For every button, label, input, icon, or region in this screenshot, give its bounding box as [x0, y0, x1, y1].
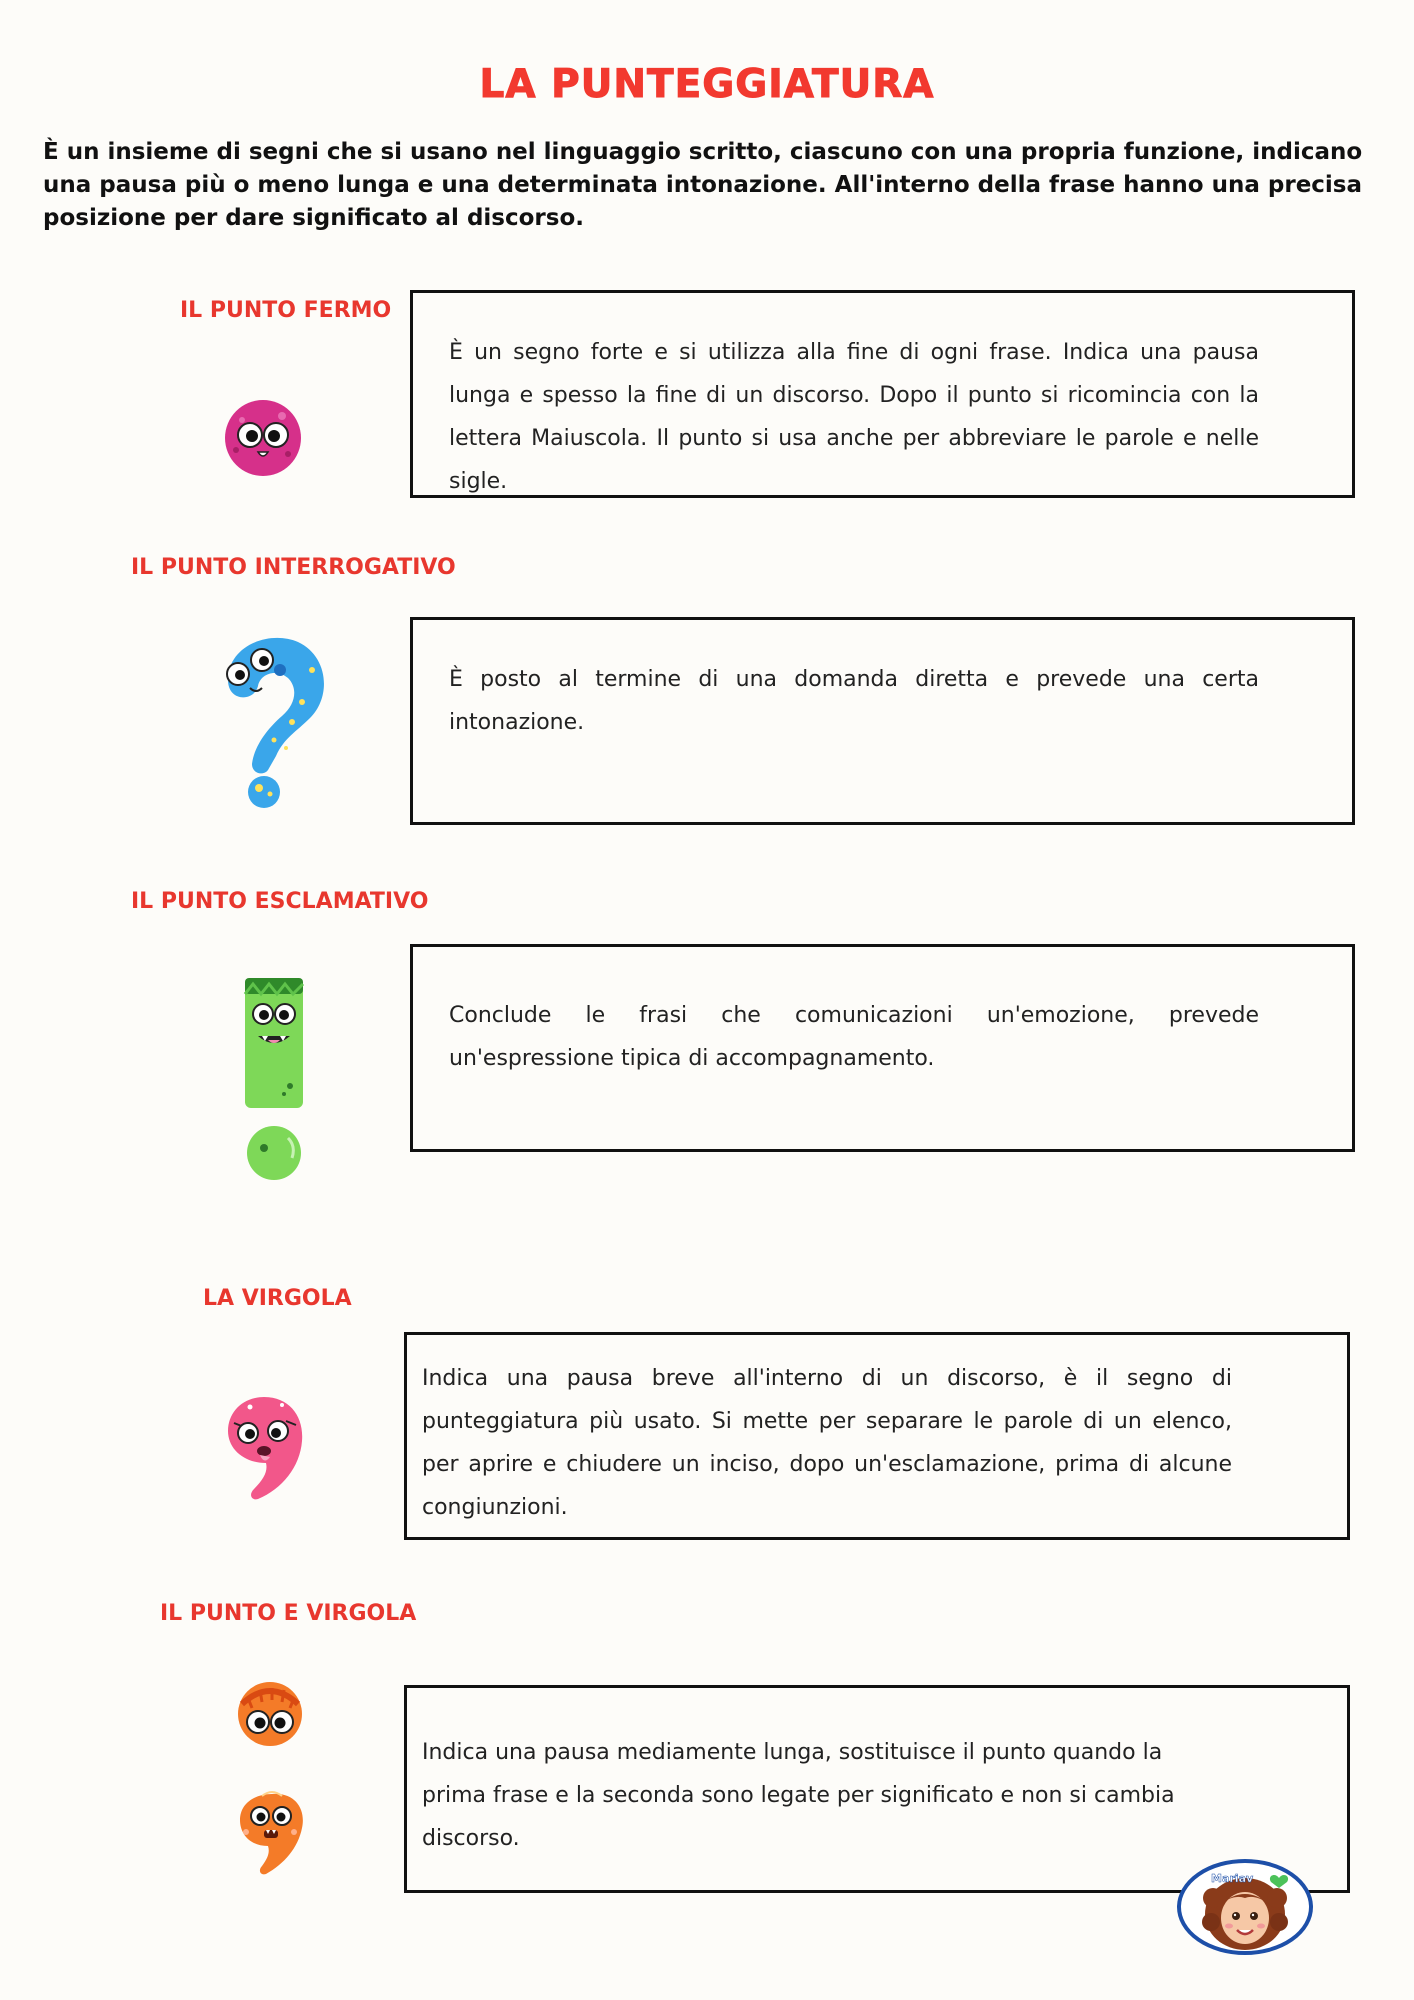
definition-text: È un segno forte e si utilizza alla fine di ogni frase. Indica una pausa lunga e spesso la fine di un discorso. Dopo il punto si ricomincia con la lettera Maiuscola. Il punto si usa anche per abbreviare le parole e nelle sigle.: [449, 340, 1259, 494]
definition-text: Indica una pausa breve all'interno di un discorso, è il segno di punteggiatura più usato. Si mette per separare le parole di un elenco, per aprire e chiudere un inciso, dopo un'esclamazione, prima di alcune congiunzioni.: [422, 1366, 1232, 1520]
pink-comma-character-icon: [224, 1393, 306, 1503]
blue-question-mark-character-icon: [210, 630, 335, 810]
section-heading: IL PUNTO INTERROGATIVO: [131, 555, 456, 580]
author-badge: [1175, 1858, 1315, 1960]
author-label: Mariav: [1211, 1872, 1254, 1885]
orange-semicolon-character-icon: [236, 1680, 306, 1880]
green-exclamation-mark-character-icon: [240, 976, 310, 1181]
definition-text: Indica una pausa mediamente lunga, sostituisce il punto quando la prima frase e la seconda sono legate per significato e non si cambia discorso.: [422, 1740, 1175, 1851]
section-heading: IL PUNTO E VIRGOLA: [160, 1601, 417, 1626]
intro-paragraph: È un insieme di segni che si usano nel linguaggio scritto, ciascuno con una propria funzione, indicano una pausa più o meno lunga e una determinata intonazione. All'interno della frase hanno una precisa posizione per dare significato al discorso.: [43, 139, 1363, 231]
section-heading: IL PUNTO ESCLAMATIVO: [131, 889, 429, 914]
definition-text: È posto al termine di una domanda diretta e prevede una certa intonazione.: [449, 667, 1259, 735]
page-title: LA PUNTEGGIATURA: [479, 62, 935, 107]
section-heading: IL PUNTO FERMO: [180, 298, 392, 323]
definition-text: Conclude le frasi che comunicazioni un'emozione, prevede un'espressione tipica di accompagnamento.: [449, 1003, 1259, 1071]
section-heading: LA VIRGOLA: [203, 1286, 352, 1311]
pink-dot-character-icon: [222, 398, 304, 478]
